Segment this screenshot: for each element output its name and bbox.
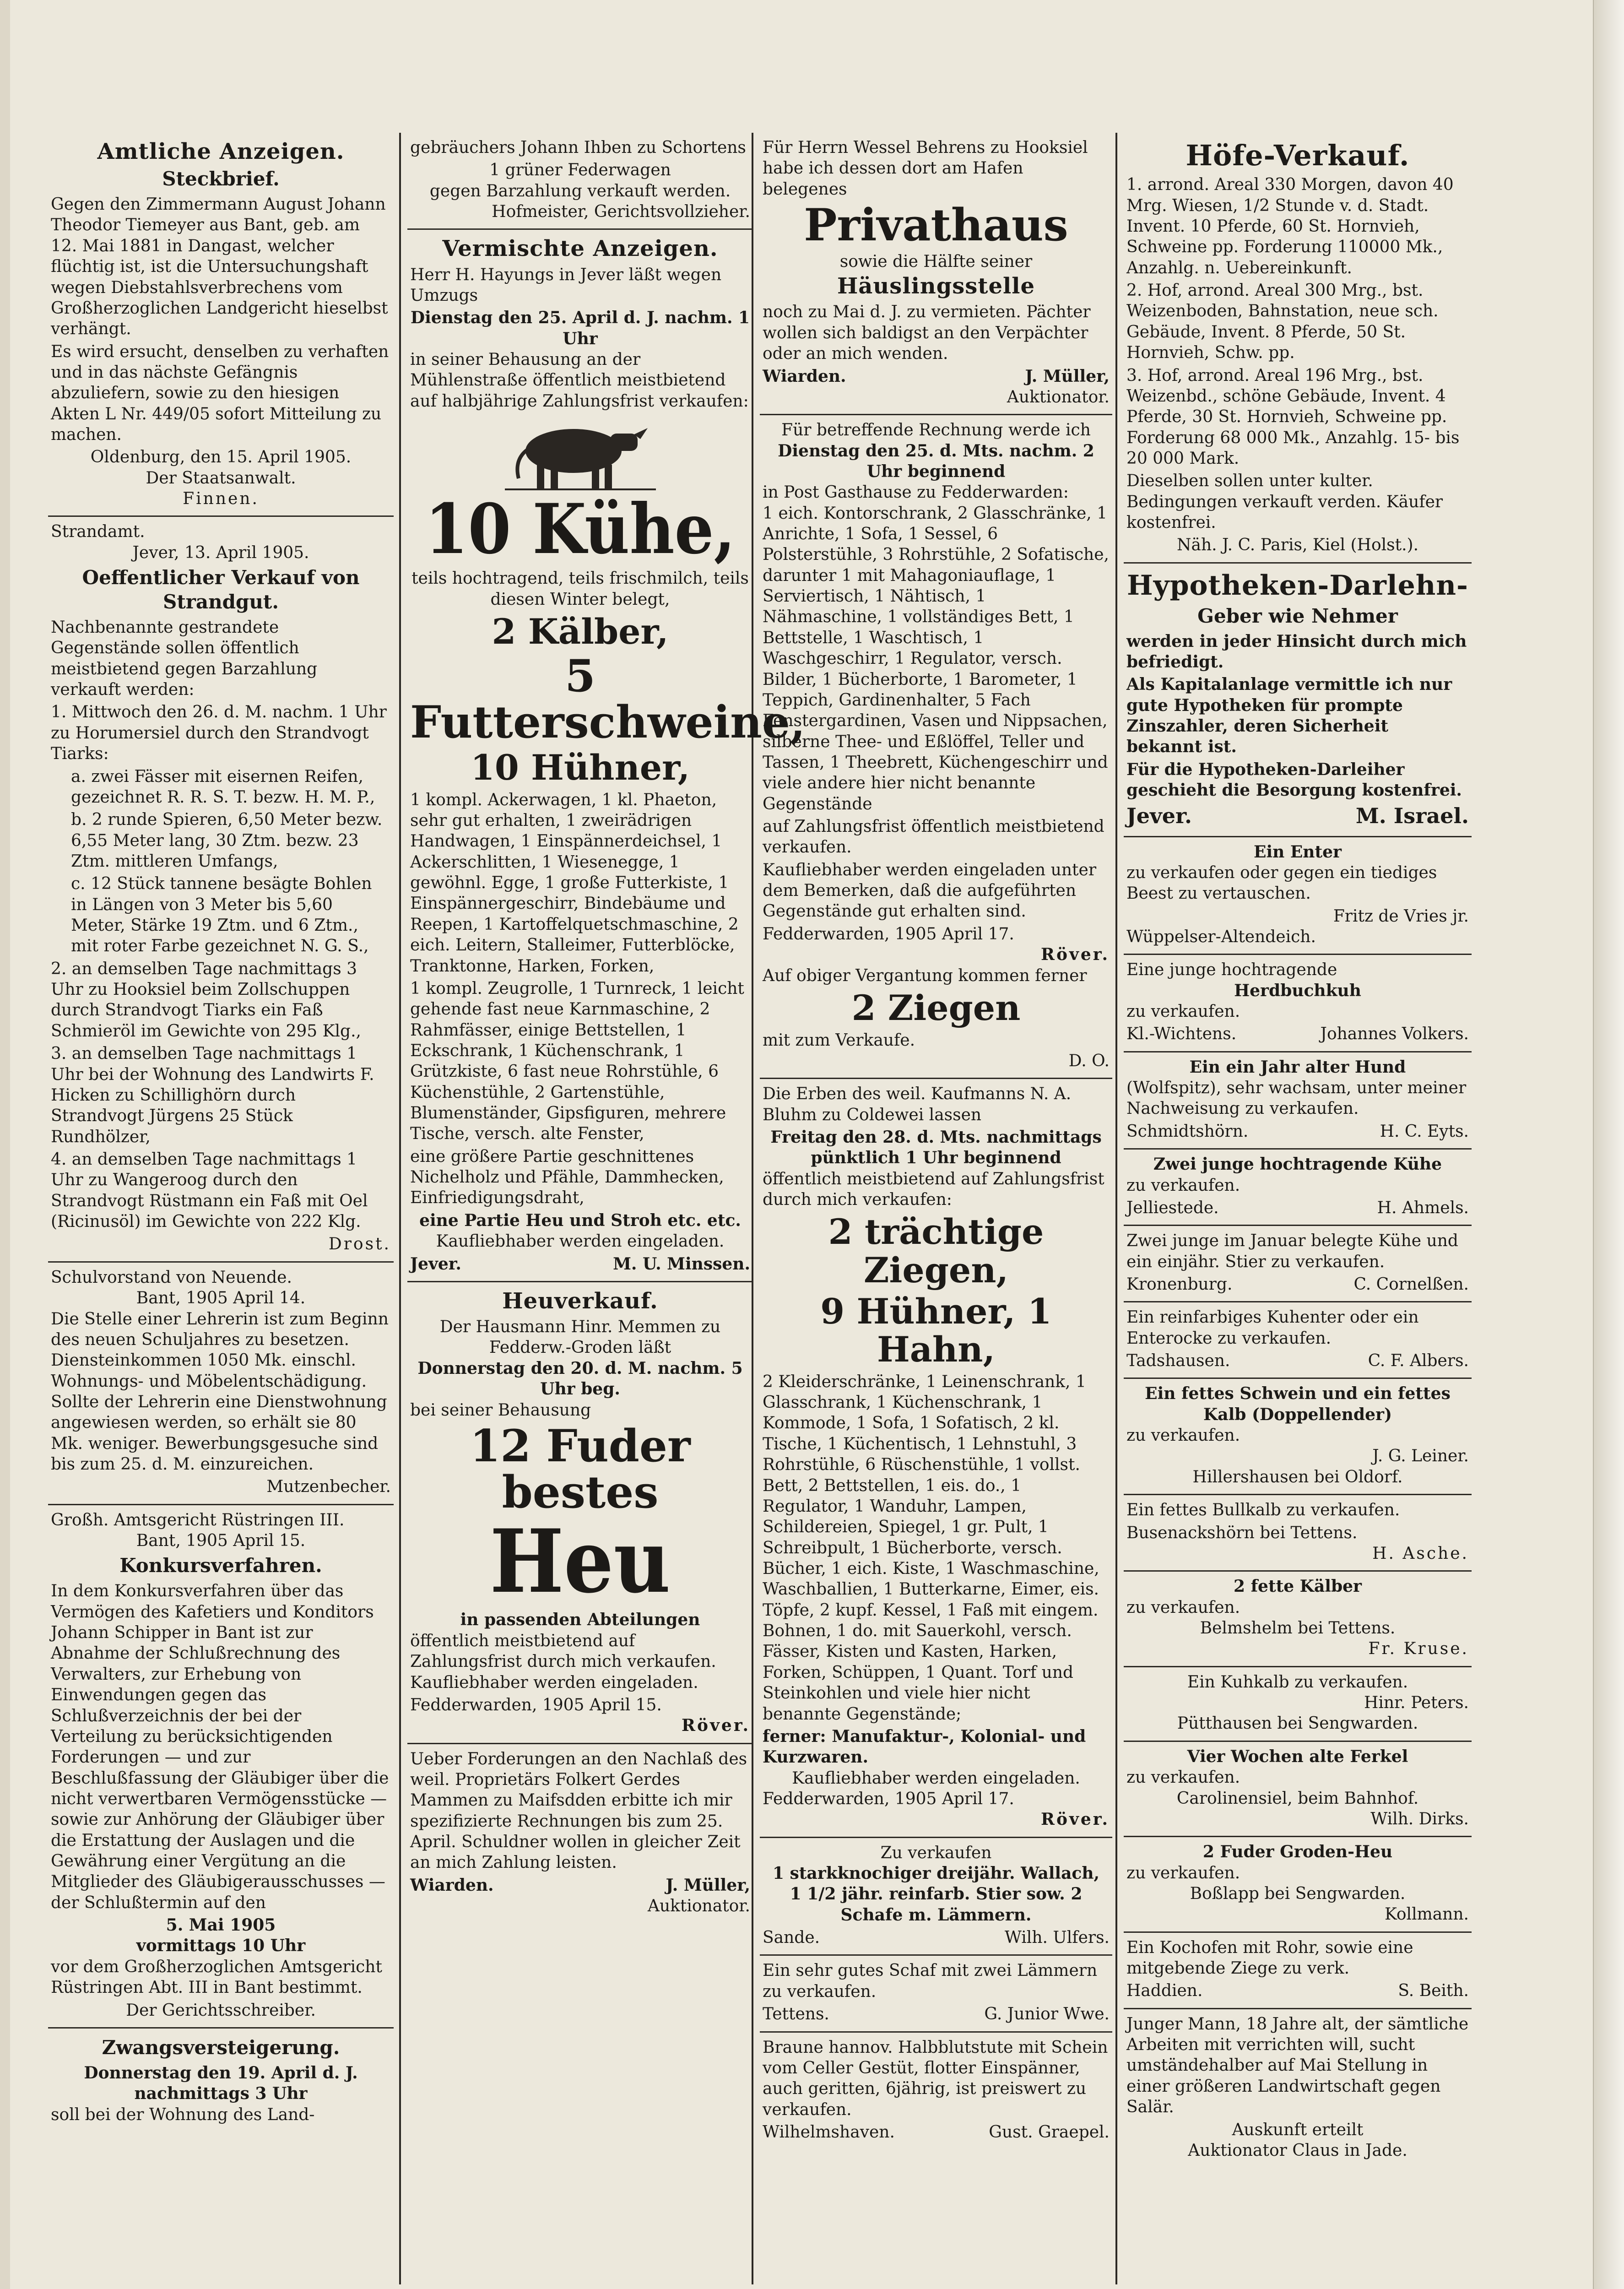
- ad-text: öffentlich meistbietend auf Zahlungsfrist durch mich verkaufen. Kaufliebhaber werden eingeladen.: [410, 1631, 716, 1692]
- ad-herdbuchkuh: [1124, 955, 1472, 1052]
- ad-date: Jever, 13. April 1905.: [132, 543, 309, 562]
- ad-name: M. U. Minssen.: [613, 1254, 750, 1274]
- ad-header: Schulvorstand von Neuende.: [51, 1268, 292, 1287]
- ad-place: Boßlapp bei Sengwarden.: [1190, 1884, 1406, 1903]
- ad-headline: 2 trächtige Ziegen,: [828, 1211, 1044, 1291]
- ad-text: Ein reinfarbiges Kuhenter oder ein Enterocke zu verkaufen.: [1126, 1308, 1419, 1348]
- ad-kochofen: [1124, 1933, 1472, 2009]
- ad-date: Donnerstag den 19. April d. J. nachmittags 3 Uhr: [84, 2063, 358, 2104]
- ad-text: in Post Gasthause zu Fedderwarden:: [763, 483, 1069, 502]
- ad-text: in seiner Behausung an der Mühlenstraße öffentlich meistbietend auf halbjährige Zahlungsfrist verkaufen:: [410, 350, 749, 411]
- ad-steckbrief: [48, 133, 394, 517]
- ad-text: 1 eich. Kontorschrank, 2 Glasschränke, 1 Anrichte, 1 Sofa, 1 Sessel, 6 Polsterstühle, 3 Rohrstühle, 2 Sofatische, darunter 1 mit Mahagoniauflage, 1 Serviertisch, 1 Nähtisch, 1 Nähmaschine, 1 vollständiges Bett, 1 Bettstelle, 1 Waschtisch, 1 Waschgeschirr, 1 Regulator, versch. Bilder, 1 Bücherborte, 1 Barometer, 1 Teppich, Gardinenhalter, 5 Fach Fenstergardinen, Vasen und Nippsachen, silberne Thee- und Eßlöffel, Teller und Tassen, 1 Theebrett, Küchengeschirr und viele andere hier nicht benannte Gegenstände: [763, 504, 1109, 814]
- ad-signature: [410, 1254, 750, 1275]
- ad-headline: 2 Ziegen: [851, 987, 1021, 1028]
- ad-konkurs: [48, 1505, 394, 2029]
- column-2: [407, 133, 806, 1923]
- ad-role: Auktionator.: [647, 1897, 750, 1916]
- ad-name: H. C. Eyts.: [1380, 1122, 1469, 1141]
- ad-title: Zwangsversteigerung.: [102, 2036, 340, 2059]
- ad-signature: Röver.: [1041, 1810, 1110, 1829]
- ad-name: H. Ahmels.: [1377, 1198, 1469, 1217]
- ad-text: Ein Kochofen mit Rohr, sowie eine mitgebende Ziege zu verk.: [1126, 1938, 1413, 1978]
- ad-text: Der Hausmann Hinr. Memmen zu Fedderw.-Groden läßt: [439, 1318, 721, 1357]
- ad-text: (Wolfspitz), sehr wachsam, unter meiner Nachweisung zu verkaufen.: [1126, 1079, 1467, 1118]
- ad-text: zu verkaufen.: [1126, 1176, 1240, 1195]
- ad-text: 1 kompl. Ackerwagen, 1 kl. Phaeton, sehr gut erhalten, 1 zweirädrigen Handwagen, 1 Einspännerdeichsel, 1 Ackerschlitten, 1 Wiesenegge, 1 gewöhnl. Egge, 1 große Futterkiste, 1 Einspännergeschirr, Bindebäume und Reepen, 1 Kartoffelquetschmaschine, 2 eich. Leitern, Stalleimer, Futterblöcke, Tranktonne, Harken, Forken,: [410, 790, 739, 976]
- ad-text: werden in jeder Hinsicht durch mich befriedigt.: [1126, 631, 1467, 672]
- ad-name: Wilh. Ulfers.: [1004, 1928, 1110, 1947]
- ad-contact: Näh. J. C. Paris, Kiel (Holst.).: [1176, 536, 1419, 555]
- ad-date: Fedderwarden, 1905 April 17.: [763, 1789, 1014, 1808]
- ad-item: 1 grüner Federwagen: [489, 161, 671, 180]
- ad-text: 1 1/2 jähr. reinfarb. Stier sow. 2 Schafe m. Lämmern.: [790, 1884, 1083, 1925]
- ad-text: Eine junge hochtragende: [1126, 960, 1337, 980]
- ad-schaf: [760, 1956, 1112, 2032]
- page-left-edge: [0, 0, 10, 2289]
- ad-title: Zu verkaufen: [880, 1843, 992, 1862]
- ad-signature: [1126, 803, 1469, 830]
- ad-date: Dienstag den 25. d. Mts. nachm. 2 Uhr beginnend: [778, 441, 1094, 481]
- ad-text: zu verkaufen.: [1126, 1768, 1240, 1787]
- ad-name: J. Müller,: [666, 1875, 750, 1895]
- ad-text: In dem Konkursverfahren über das Vermögen des Kafetiers und Konditors Johann Schipper in Bant ist zur Abnahme der Schlußrechnung des Verwalters, zur Erhebung von Einwendungen gegen das Schlußverzeichnis der bei der Verteilung zu berücksichtigenden Forderungen — und zur Beschlußfassung der Gläubiger über die nicht verwertbaren Vermögensstücke — sowie zur Anhörung der Gläubiger über die Erstattung der Auslagen und die Gewährung einer Vergütung an die Mitglieder des Gläubigerausschusses — der Schlußtermin auf den: [51, 1582, 389, 1912]
- page-right-edge: [1593, 0, 1624, 2289]
- ad-signature: [1126, 1121, 1469, 1142]
- ad-text: Ein sehr gutes Schaf mit zwei Lämmern zu verkaufen.: [763, 1961, 1098, 2001]
- ad-name: M. Israel.: [1355, 803, 1469, 828]
- ad-text: zu verkaufen.: [1126, 1002, 1240, 1021]
- ad-place: Busenackshörn bei Tettens.: [1126, 1523, 1358, 1542]
- ad-text: Nachbenannte gestrandete Gegenstände sollen öffentlich meistbietend gegen Barzahlung verkauft werden:: [51, 618, 318, 700]
- ad-forderungen: [407, 1744, 753, 1923]
- ad-wallach: [760, 1838, 1112, 1956]
- ad-headline: 10 Kühe,: [425, 489, 736, 570]
- ad-text: gegen Barzahlung verkauft werden.: [429, 181, 731, 201]
- ad-bullkalb: [1124, 1495, 1472, 1572]
- ad-name: S. Beith.: [1398, 1981, 1469, 2001]
- ad-name: Fr. Kruse.: [1368, 1639, 1469, 1659]
- ad-place: Jever.: [410, 1254, 461, 1274]
- ad-title: Zwei junge hochtragende Kühe: [1153, 1155, 1442, 1174]
- column-1: [48, 133, 394, 2133]
- ad-place: Hillershausen bei Oldorf.: [1192, 1467, 1403, 1486]
- ad-hoefe: [1124, 133, 1472, 564]
- list-item: c. 12 Stück tannene besägte Bohlen in Längen von 3 Meter bis 5,60 Meter, Stärke 19 Ztm. und 6 Ztm., mit roter Farbe gezeichnet N. G. S.,: [71, 874, 372, 956]
- ad-headline: 2 Kälber,: [492, 611, 669, 652]
- ad-text: sowie die Hälfte seiner: [839, 252, 1033, 271]
- ad-title: 2 fette Kälber: [1233, 1577, 1362, 1596]
- ad-text: noch zu Mai d. J. zu vermieten. Pächter wollen sich baldigst an den Verpächter oder an mich wenden.: [763, 303, 1091, 363]
- ad-name: Kollmann.: [1384, 1905, 1469, 1924]
- list-item: 3. Hof, arrond. Areal 196 Mrg., bst. Weizenbd., schöne Gebäude, Invent. 4 Pferde, 30 St. Hornvieh, Schweine pp. Forderung 68 000 Mk., Anzahlg. 15- bis 20 000 Mark.: [1126, 366, 1460, 468]
- ad-signature: [763, 2122, 1110, 2143]
- ad-ferkel: [1124, 1742, 1472, 1837]
- ad-text: teils hochtragend, teils frischmilch, teils diesen Winter belegt,: [411, 569, 749, 609]
- ad-kuehe-januar: [1124, 1226, 1472, 1302]
- ad-text: Als Kapitalanlage vermittle ich nur gute Hypotheken für prompte Zinszahler, deren Sicherheit bekannt ist.: [1126, 675, 1452, 757]
- ad-name: G. Junior Wwe.: [984, 2005, 1110, 2024]
- ad-text: Zwei junge im Januar belegte Kühe und ein einjähr. Stier zu verkaufen.: [1126, 1231, 1458, 1271]
- ad-hund: [1124, 1052, 1472, 1150]
- ad-title: Hypotheken-Darlehn-: [1127, 569, 1468, 602]
- list-item: 4. an demselben Tage nachmittags 1 Uhr zu Wangeroog durch den Strandvogt Rüstmann ein Faß mit Oel (Ricinusöl) im Gewichte von 222 Klg.: [51, 1150, 368, 1231]
- ad-place: Sande.: [763, 1928, 820, 1947]
- ad-hypotheken: [1124, 564, 1472, 837]
- list-item: b. 2 runde Spieren, 6,50 Meter bezw. 6,55 Meter lang, 30 Ztm. bezw. 23 Ztm. mittleren Umfangs,: [71, 810, 383, 871]
- ad-place: Pütthausen bei Sengwarden.: [1177, 1714, 1418, 1733]
- ad-place: Kl.-Wichtens.: [1126, 1025, 1237, 1044]
- ad-date: Bant, 1905 April 14.: [136, 1289, 306, 1308]
- ad-date: Fedderwarden, 1905 April 17.: [763, 924, 1014, 944]
- ad-signature: Röver.: [1041, 945, 1110, 965]
- column-4: [1124, 133, 1472, 2167]
- ad-header: Strandamt.: [51, 522, 145, 542]
- ad-bluhm: [760, 1079, 1112, 1838]
- ad-zwangsversteigerung: [48, 2029, 394, 2133]
- ad-stute: [760, 2033, 1112, 2149]
- ad-place: Wüppelser-Altendeich.: [1126, 927, 1316, 946]
- ad-kaelber: [1124, 1572, 1472, 1667]
- column-3: [760, 133, 1112, 2149]
- ad-enter: [1124, 837, 1472, 955]
- ad-text: bei seiner Behausung: [410, 1400, 591, 1420]
- ad-office: Der Staatsanwalt.: [146, 468, 296, 488]
- ad-privathaus: [760, 133, 1112, 415]
- ad-name: J. G. Leiner.: [1372, 1447, 1469, 1466]
- ad-text: mit zum Verkaufe.: [763, 1031, 915, 1050]
- ad-place: Carolinensiel, beim Bahnhof.: [1176, 1789, 1419, 1808]
- ad-text: auf Zahlungsfrist öffentlich meistbietend verkaufen.: [763, 817, 1104, 857]
- ad-text: Für Herrn Wessel Behrens zu Hooksiel habe ich dessen dort am Hafen belegenes: [763, 138, 1088, 199]
- ad-text: Für die Hypotheken-Darleiher geschieht die Besorgung kostenfrei.: [1126, 759, 1462, 800]
- ad-title: Konkursverfahren.: [119, 1554, 322, 1577]
- ad-name: J. Müller,: [1025, 366, 1110, 386]
- ad-signature: [1126, 1198, 1469, 1218]
- ad-kuhkalb: [1124, 1667, 1472, 1742]
- ad-headline: 9 Hühner, 1 Hahn,: [820, 1291, 1052, 1370]
- ad-schulvorstand: [48, 1263, 394, 1505]
- ad-signature: [1126, 1024, 1469, 1044]
- ad-place: Tadshausen.: [1126, 1351, 1230, 1371]
- list-item: a. zwei Fässer mit eisernen Reifen, gezeichnet R. R. S. T. bezw. H. M. P.,: [71, 767, 375, 807]
- ad-junger-mann: [1124, 2009, 1472, 2168]
- list-item: 2. Hof, arrond. Areal 300 Mrg., bst. Weizenboden, Bahnstation, neue sch. Gebäude, Invent. 8 Pferde, 50 St. Hornvieh, Schw. pp.: [1126, 281, 1439, 363]
- ad-header: Großh. Amtsgericht Rüstringen III.: [51, 1510, 345, 1530]
- ad-name: Hinr. Peters.: [1364, 1693, 1469, 1713]
- ad-place: Belmshelm bei Tettens.: [1200, 1619, 1396, 1638]
- ad-name: C. Cornelßen.: [1353, 1275, 1469, 1294]
- ad-text: Dieselben sollen unter kulter. Bedingungen verkauft verden. Käufer kostenfrei.: [1126, 472, 1443, 532]
- ad-text: Kaufliebhaber werden eingeladen.: [436, 1232, 725, 1251]
- ad-name: Johannes Volkers.: [1320, 1025, 1469, 1044]
- ad-text: Ueber Forderungen an den Nachlaß des weil. Proprietärs Folkert Gerdes Mammen zu Maifsdden erbitte ich mir spezifizierte Rechnungen bis zum 25. April. Schuldner wollen in gleicher Zeit an mich Zahlung leisten.: [410, 1749, 747, 1872]
- ad-title: Steckbrief.: [162, 168, 280, 190]
- ad-date: Dienstag den 25. April d. J. nachm. 1 Uhr: [410, 308, 750, 348]
- ad-place: Kronenburg.: [1126, 1275, 1233, 1294]
- ad-signature: Der Gerichtsschreiber.: [126, 2001, 316, 2020]
- ad-rechnung: [760, 415, 1112, 1079]
- ad-text: Kaufliebhaber werden eingeladen unter dem Bemerken, daß die aufgeführten Gegenstände gut erhalten sind.: [763, 860, 1097, 921]
- ad-place: Jever.: [1126, 803, 1192, 828]
- list-item: 2. an demselben Tage nachmittags 3 Uhr zu Hooksiel beim Zollschuppen durch Strandvogt Tiarks ein Faß Schmieröl im Gewichte von 295 Klg.,: [51, 959, 361, 1041]
- list-item: 3. an demselben Tage nachmittags 1 Uhr bei der Wohnung des Landwirts F. Hicken zu Schillighörn durch Strandvogt Jürgens 25 Stück Rundhölzer,: [51, 1044, 374, 1146]
- ad-headline: Privathaus: [804, 199, 1068, 251]
- ad-text: Ein fettes Bullkalb zu verkaufen.: [1126, 1501, 1400, 1520]
- ad-place: Wilhelmshaven.: [763, 2122, 895, 2142]
- ad-headline: Heu: [490, 1510, 671, 1613]
- ad-title: Ein Enter: [1254, 842, 1342, 862]
- ad-signature: D. O.: [1068, 1051, 1110, 1070]
- ad-signature: [763, 2004, 1110, 2024]
- ad-text: 1 kompl. Zeugrolle, 1 Turnreck, 1 leicht gehende fast neue Karnmaschine, 2 Rahmfässer, einige Bettstellen, 1 Eckschrank, 1 Küchenschrank, 1 Grützkiste, 6 fast neue Rohrstühle, 6 Küchenstühle, 2 Gartenstühle, Blumenständer, Gipsfiguren, mehrere Tische, versch. alte Fenster,: [410, 979, 744, 1144]
- column-rule: [1115, 133, 1117, 2284]
- ad-text: Es wird ersucht, denselben zu verhaften und in das nächste Gefängnis abzuliefern, sowie zu den hiesigen Akten L Nr. 449/05 sofort Mitteilung zu machen.: [51, 342, 389, 445]
- list-item: 1. arrond. Areal 330 Morgen, davon 40 Mrg. Wiesen, 1/2 Stunde v. d. Stadt. Invent. 10 Pferde, 60 St. Hornvieh, Schweine pp. Forderung 110000 Mk., Anzahlg. n. Uebereinkunft.: [1126, 175, 1454, 277]
- ad-title: Höfe-Verkauf.: [1186, 139, 1410, 172]
- ad-place: Wiarden.: [763, 366, 846, 386]
- list-item: 1. Mittwoch den 26. d. M. nachm. 1 Uhr zu Horumersiel durch den Strandvogt Tiarks:: [51, 703, 387, 764]
- ad-signature: [410, 1875, 750, 1896]
- column-rule: [399, 133, 401, 2284]
- ad-text: vor dem Großherzoglichen Amtsgericht Rüstringen Abt. III in Bant bestimmt.: [51, 1957, 382, 1997]
- ad-schwein: [1124, 1379, 1472, 1495]
- section-header: Vermischte Anzeigen.: [442, 236, 718, 262]
- ad-text: Für betreffende Rechnung werde ich: [781, 421, 1091, 440]
- ad-text: Junger Mann, 18 Jahre alt, der sämtliche Arbeiten mit verrichten will, sucht umständehalber auf Mai Stellung in einer größeren Landwirtschaft gegen Salär.: [1126, 2014, 1469, 2117]
- ad-name: Wilh. Dirks.: [1370, 1809, 1469, 1828]
- ad-text: Ein Kuhkalb zu verkaufen.: [1187, 1672, 1408, 1692]
- ad-place: Schmidtshörn.: [1126, 1122, 1249, 1141]
- ad-headline: 5 Futterschweine,: [410, 650, 806, 749]
- ad-text: Gegen den Zimmermann August Johann Theodor Tiemeyer aus Bant, geb. am 12. Mai 1881 in Dangast, welcher flüchtig ist, ist die Untersuchungshaft wegen Diebstahlsverbrechens vom Großherzoglichen Landgericht hieselbst verhängt.: [51, 195, 388, 339]
- ad-text: Braune hannov. Halbblutstute mit Schein vom Celler Gestüt, flotter Einspänner, auch geritten, 6jährig, ist preiswert zu verkaufen.: [763, 2038, 1108, 2119]
- ad-signature: [763, 1927, 1110, 1948]
- ad-headline: 10 Hühner,: [470, 747, 690, 788]
- ad-text: eine Partie Heu und Stroh etc. etc.: [419, 1210, 741, 1230]
- ad-text: gebräuchers Johann Ihben zu Schortens: [410, 138, 746, 157]
- ad-place: Tettens.: [763, 2005, 829, 2024]
- ad-text: Auf obiger Vergantung kommen ferner: [763, 966, 1087, 985]
- ad-name: Auktionator Claus in Jade.: [1188, 2141, 1407, 2160]
- ad-text: ferner: Manufaktur-, Kolonial- und Kurzwaren.: [763, 1726, 1086, 1767]
- ad-signature: Röver.: [682, 1716, 750, 1736]
- ad-name: Gust. Graepel.: [989, 2122, 1110, 2142]
- ad-title: Oeffentlicher Verkauf von Strandgut.: [82, 566, 360, 613]
- ad-text: zu verkaufen.: [1126, 1426, 1240, 1445]
- ad-text: 1 starkknochiger dreijähr. Wallach,: [772, 1864, 1100, 1883]
- ad-place: Wiarden.: [410, 1875, 494, 1895]
- ad-signature: [763, 366, 1110, 387]
- ad-place: Haddien.: [1126, 1981, 1203, 2001]
- ad-name: Fritz de Vries jr.: [1333, 906, 1469, 926]
- ad-date: Donnerstag den 20. d. M. nachm. 5 Uhr beg.: [417, 1358, 743, 1399]
- ad-signature: Drost.: [328, 1235, 391, 1254]
- ad-kuhenter: [1124, 1302, 1472, 1379]
- ad-title: Herdbuchkuh: [1234, 981, 1361, 1000]
- ad-title: Ein fettes Schwein und ein fettes Kalb (Doppellender): [1145, 1384, 1451, 1424]
- ad-text: zu verkaufen.: [1126, 1598, 1240, 1617]
- ad-title: Häuslingsstelle: [837, 273, 1035, 299]
- ad-text: zu verkaufen oder gegen ein tiediges Beest zu vertauschen.: [1126, 863, 1437, 903]
- ad-title: Vier Wochen alte Ferkel: [1187, 1747, 1408, 1766]
- ad-text: Die Erben des weil. Kaufmanns N. A. Bluhm zu Coldewei lassen: [763, 1085, 1072, 1124]
- ad-text: in passenden Abteilungen: [460, 1610, 700, 1630]
- ad-title: Heuverkauf.: [502, 1288, 658, 1314]
- ad-text: Die Stelle einer Lehrerin ist zum Beginn des neuen Schuljahres zu besetzen. Diensteinkommen 1050 Mk. einschl. Wohnungs- und Möbelentschädigung. Sollte der Lehrerin eine Dienstwohnung angewiesen werden, so erhält sie 80 Mk. weniger. Bewerbungsgesuche sind bis zum 25. d. M. einzureichen.: [51, 1309, 389, 1474]
- ad-signature: Hofmeister, Gerichtsvollzieher.: [492, 202, 750, 222]
- ad-date: Bant, 1905 April 15.: [136, 1531, 306, 1551]
- ad-signature: [1126, 1351, 1469, 1371]
- ad-headline: 12 Fuder bestes: [470, 1420, 691, 1518]
- ad-kuehe: [1124, 1150, 1472, 1226]
- ad-signature: [1126, 1274, 1469, 1295]
- ad-text: Herr H. Hayungs in Jever läßt wegen Umzugs: [410, 265, 722, 305]
- ad-signature: Mutzenbecher.: [266, 1477, 391, 1497]
- section-header: Amtliche Anzeigen.: [97, 139, 345, 164]
- ad-date: Fedderwarden, 1905 April 15.: [410, 1695, 662, 1714]
- ad-groden-heu: [1124, 1837, 1472, 1932]
- ad-subtitle: Geber wie Nehmer: [1197, 604, 1398, 627]
- ad-time: vormittags 10 Uhr: [136, 1936, 306, 1956]
- ad-strandgut: [48, 517, 394, 1262]
- ad-text: 2 Kleiderschränke, 1 Leinenschrank, 1 Glasschrank, 1 Küchenschrank, 1 Kommode, 1 Sofa, 1 Sofatisch, 2 kl. Tische, 1 Küchentisch, 1 Lehnstuhl, 3 Rohrstühle, 6 Rüschenstühle, 1 vollst. Bett, 2 Bettstellen, 1 eis. do., 1 Regulator, 1 Wanduhr, Lampen, Schildereien, Spiegel, 1 gr. Pult, 1 Schreibpult, 1 Bücherborte, versch. Bücher, 1 eich. Kiste, 1 Waschmaschine, Waschballien, 1 Butterkarne, Eimer, eis. Töpfe, 2 kupf. Kessel, 1 Faß mit eingem. Bohnen, 1 do. mit Sauerkohl, versch. Fässer, Kisten und Kasten, Harken, Forken, Schüppen, 1 Quant. Torf und Steinkohlen und viele hier nicht benannte Gegenstände;: [763, 1372, 1099, 1724]
- ad-title: Ein ein Jahr alter Hund: [1189, 1057, 1406, 1077]
- ad-federwagen: [407, 133, 753, 230]
- ad-title: 2 Fuder Groden-Heu: [1202, 1842, 1393, 1862]
- ad-text: Auskunft erteilt: [1232, 2120, 1364, 2139]
- ad-text: Kaufliebhaber werden eingeladen.: [792, 1768, 1080, 1788]
- cow-icon: [505, 414, 656, 492]
- ad-date: Oldenburg, den 15. April 1905.: [90, 448, 352, 467]
- ad-text: öffentlich meistbietend auf Zahlungsfrist durch mich verkaufen:: [763, 1169, 1104, 1210]
- ad-signature: [1126, 1980, 1469, 2001]
- ad-text: zu verkaufen.: [1126, 1863, 1240, 1882]
- ad-place: Jelliestede.: [1126, 1198, 1219, 1217]
- ad-role: Auktionator.: [1007, 387, 1110, 407]
- ad-name: C. F. Albers.: [1368, 1351, 1469, 1371]
- ad-text: eine größere Partie geschnittenes Nichelholz und Pfähle, Dammhecken, Einfriedigungsdraht,: [410, 1147, 724, 1208]
- ad-date: Freitag den 28. d. Mts. nachmittags pünktlich 1 Uhr beginnend: [770, 1127, 1102, 1168]
- ad-date: 5. Mai 1905: [166, 1915, 276, 1935]
- ad-heuverkauf: [407, 1282, 753, 1744]
- ad-name: H. Asche.: [1372, 1544, 1469, 1563]
- ad-text: soll bei der Wohnung des Land-: [51, 2105, 315, 2124]
- ad-signature: Finnen.: [183, 489, 259, 509]
